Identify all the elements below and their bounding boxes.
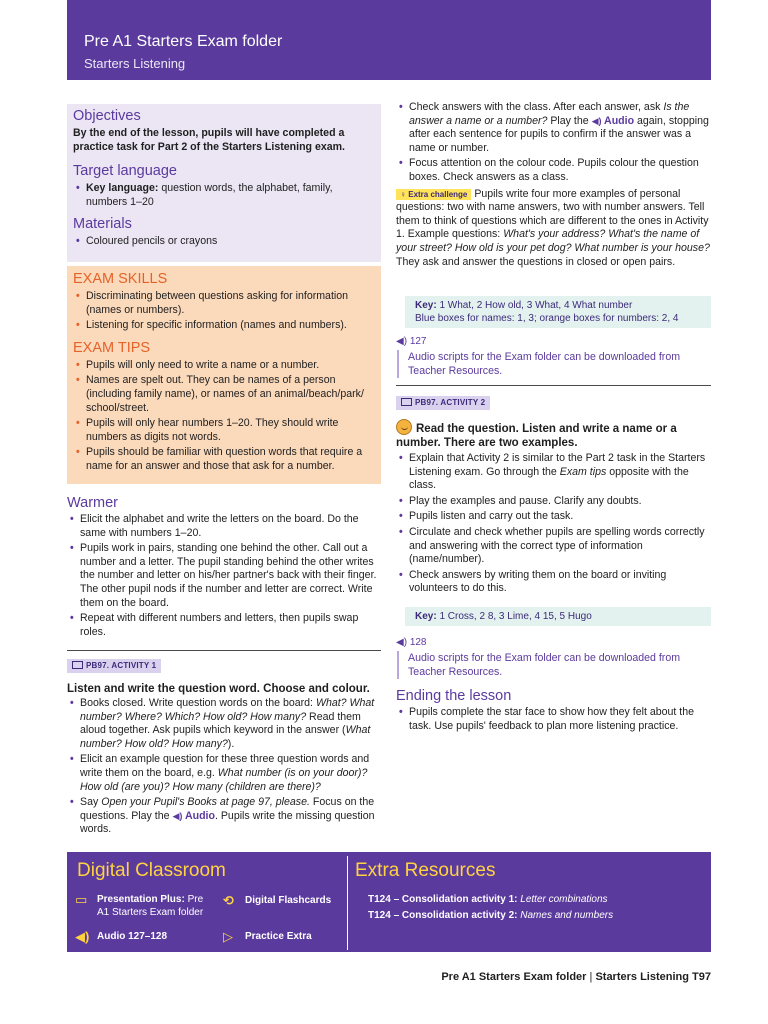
warmer-section: [67, 494, 381, 641]
list-item: • Circulate and check whether pupils are spelling words correctly and answering with the correct type of information (name/number).: [396, 526, 711, 567]
audio-link[interactable]: ◀) Audio: [591, 114, 635, 127]
materials-heading: Materials: [73, 216, 132, 233]
audio-link[interactable]: ◀) Audio 127–128: [75, 929, 168, 944]
list-item: • Pupils listen and carry out the task.: [396, 510, 711, 524]
warmer-heading: Warmer: [67, 495, 119, 511]
objectives-heading: Objectives: [73, 108, 141, 124]
check-answers-list: [396, 101, 711, 185]
key-box-activity2: Key: 1 Cross, 2 8, 3 Lime, 4 15, 5 Hugo: [405, 607, 711, 626]
extra-challenge-tag: ♀ Extra challenge: [396, 189, 471, 200]
speaker-icon: ◀): [172, 810, 183, 821]
digital-classroom-heading: Digital Classroom: [77, 860, 226, 881]
activity2-heading: Read the question. Listen and write a name or a number. There are two examples.: [396, 419, 711, 450]
list-item: • Say Open your Pupil's Books at page 97, please. Focus on the questions. Play the ◀) Audio. Pupils write the missing question words.: [67, 796, 381, 837]
presentation-icon: ▭: [75, 892, 88, 907]
extra-resources-heading: Extra Resources: [355, 860, 496, 881]
book-icon: [401, 398, 412, 406]
objectives-text: By the end of the lesson, pupils will have completed a practice task for Part 2 of the Starters Listening exam.: [73, 127, 345, 153]
activity2-tag: PB97. ACTIVITY 2: [396, 396, 490, 410]
list-item: • Listening for specific information (names and numbers).: [73, 319, 375, 333]
practice-extra-link[interactable]: ▷ Practice Extra: [223, 929, 312, 944]
target-language-list: [73, 182, 375, 209]
list-item: • Elicit an example question for these three question words and write them on the board, e.g. What number (is on your door)? How old (are you)? How many (children are there)?: [67, 753, 381, 794]
list-item: • Coloured pencils or crayons: [73, 235, 375, 249]
page-footer: Pre A1 Starters Exam folder | Starters Listening T97: [441, 971, 711, 983]
divider: [396, 385, 711, 386]
presentation-plus-link[interactable]: ▭ Presentation Plus: Pre A1 Starters Exam folder: [75, 892, 204, 918]
activity2-section: [396, 396, 711, 598]
ending-list: [396, 706, 711, 733]
resource-item[interactable]: • T124 – Consolidation activity 1: Letter combinations: [355, 893, 705, 906]
star-face-icon: [396, 419, 412, 435]
speaker-icon: ◀): [75, 929, 90, 944]
page-subtitle: Starters Listening: [84, 56, 186, 71]
list-item: • Pupils will only need to write a name or a number.: [73, 359, 375, 373]
list-item: • Check answers with the class. After each answer, ask Is the answer a name or a number? Play the ◀) Audio again, stopping after each sentence for pupils to confirm if the answer was a name or number.: [396, 101, 711, 155]
divider: [347, 856, 348, 950]
extra-challenge: ♀ Extra challenge Pupils write four more examples of personal questions: two with name answers, two with number answers. Tell them to think of questions which are different to the ones in Activity 1. Example questions: What's your address? What's the name of your street? How old is your pet dog? What number is your house? They ask and answer the questions in closed or open pairs.: [396, 187, 710, 268]
exam-tips-list: [73, 359, 375, 474]
list-item: • Elicit the alphabet and write the letters on the board. Do the same with numbers 1–20.: [67, 513, 381, 540]
activity1-tag: PB97. ACTIVITY 1: [67, 659, 161, 673]
page-number: T97: [692, 971, 711, 983]
list-item: • Names are spelt out. They can be names of a person (including family name), or names of an animal/beach/park/ school/street.: [73, 374, 375, 415]
list-item: • Pupils complete the star face to show how they felt about the task. Use pupils' feedback to plan more listening practice.: [396, 706, 711, 733]
list-item: • Pupils will only hear numbers 1–20. They should write numbers as digits not words.: [73, 417, 375, 444]
list-item: • Check answers by writing them on the board or inviting volunteers to do this.: [396, 569, 711, 596]
practice-icon: ▷: [223, 929, 233, 944]
list-item: • Play the examples and pause. Clarify any doubts.: [396, 495, 711, 509]
speaker-icon: ◀): [396, 336, 410, 347]
activity1-heading: Listen and write the question word. Choose and colour.: [67, 683, 370, 695]
book-icon: [72, 661, 83, 669]
list-item: • Books closed. Write question words on the board: What? What number? Where? Which? How old? How many? Read them aloud together. Ask pupils which keyword in the answer (What number? How old? How many?).: [67, 697, 381, 751]
divider: [67, 650, 381, 651]
list-item: • Focus attention on the colour code. Pupils colour the question boxes. Check answers as a class.: [396, 157, 711, 184]
ending-section: [396, 687, 711, 735]
list-item: • Explain that Activity 2 is similar to the Part 2 task in the Starters Listening exam. Go through the Exam tips opposite with the class.: [396, 452, 711, 493]
flashcards-icon: ⟲: [223, 893, 234, 908]
ending-heading: Ending the lesson: [396, 688, 512, 704]
key-box-activity1: Key: 1 What, 2 How old, 3 What, 4 What number Blue boxes for names: 1, 3; orange boxes for numbers: 2, 4: [405, 296, 711, 328]
speaker-icon: ◀): [591, 115, 602, 126]
page-title: Pre A1 Starters Exam folder: [84, 33, 283, 50]
resource-item[interactable]: • T124 – Consolidation activity 2: Names and numbers: [355, 909, 705, 922]
exam-skills-list: [73, 290, 375, 333]
target-language-heading: Target language: [73, 163, 177, 180]
warmer-list: [67, 513, 381, 639]
list-item: • Repeat with different numbers and letters, then pupils swap roles.: [67, 612, 381, 639]
list-item: • Pupils work in pairs, standing one behind the other. Call out a number and a letter. The pupil standing behind the other writes the number and letter on his/her partner's back with their finger. The other pupil nods if the number and letter are correct. Write them on the board.: [67, 542, 381, 610]
activity1-list: [67, 697, 381, 837]
list-item: • Discriminating between questions asking for information (names or numbers).: [73, 290, 375, 317]
resources-band: [67, 852, 711, 952]
digital-flashcards-link[interactable]: ⟲ Digital Flashcards: [223, 893, 332, 908]
list-item: • Key language: question words, the alphabet, family, numbers 1–20: [73, 182, 375, 209]
extra-resources-list: [355, 893, 705, 924]
speaker-icon: ◀): [396, 637, 410, 648]
track-128[interactable]: ◀) 128: [396, 637, 427, 648]
exam-skills-heading: EXAM SKILLS: [73, 271, 168, 287]
right-column-top: [396, 101, 711, 269]
audio-script-note: Audio scripts for the Exam folder can be downloaded from Teacher Resources.: [397, 651, 711, 679]
audio-script-note: Audio scripts for the Exam folder can be downloaded from Teacher Resources.: [397, 350, 711, 378]
exam-tips-heading: EXAM TIPS: [73, 339, 151, 356]
list-item: • Pupils should be familiar with question words that require a name for an answer and those that ask for a number.: [73, 446, 375, 473]
materials-list: [73, 235, 375, 249]
activity2-list: [396, 452, 711, 596]
objectives-box: [67, 104, 381, 262]
audio-link[interactable]: ◀) Audio: [172, 809, 215, 822]
exam-skills-box: [67, 266, 381, 484]
lightbulb-icon: ♀: [400, 189, 409, 199]
activity1-section: [67, 659, 381, 839]
page-header: [67, 0, 711, 80]
track-127[interactable]: ◀) 127: [396, 336, 427, 347]
